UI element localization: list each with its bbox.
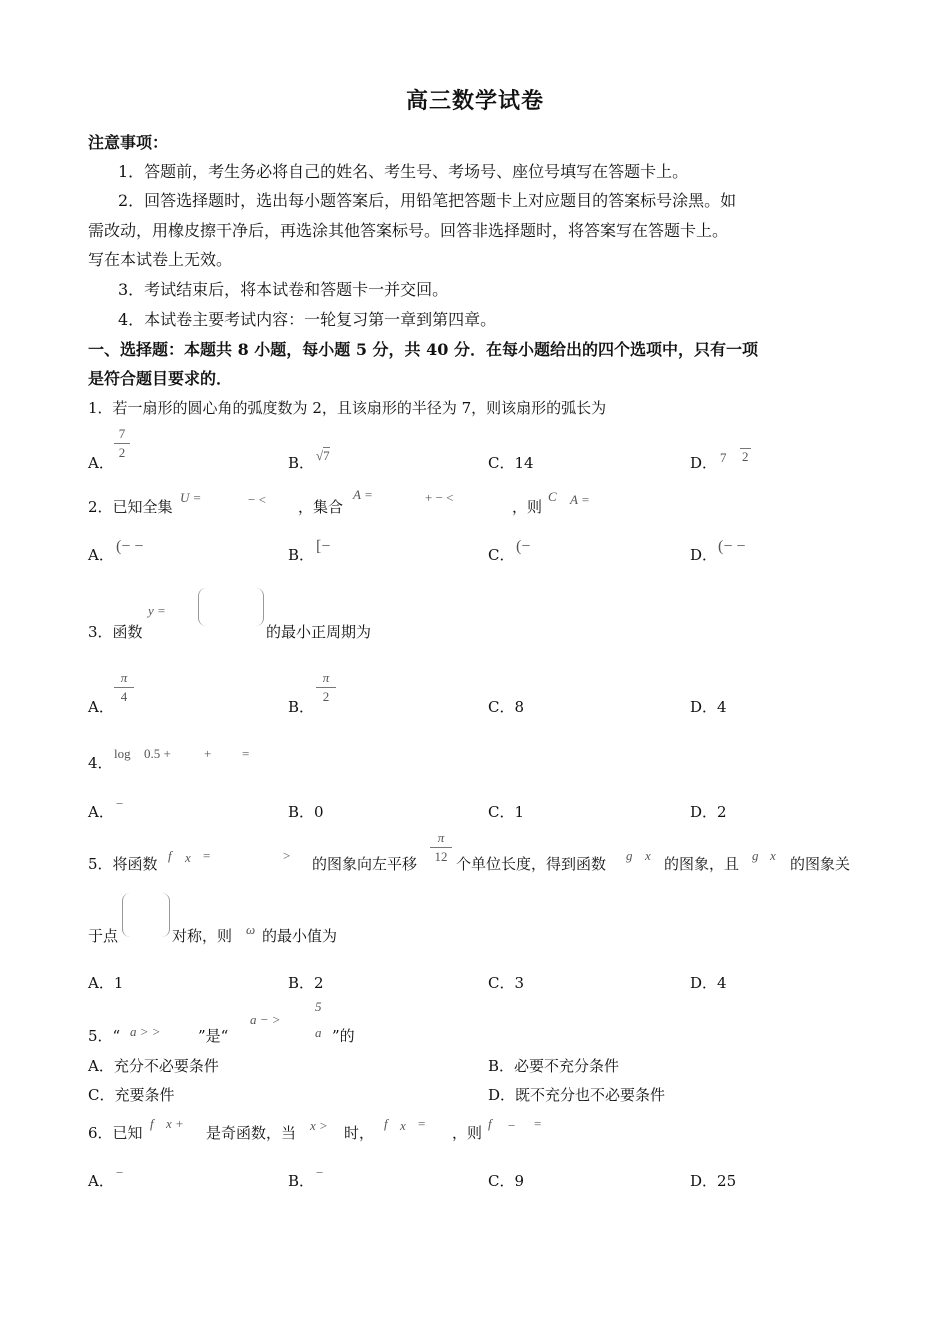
option-d: D．既不充分也不必要条件 [488,1086,666,1104]
math-text: x [400,1118,406,1133]
sqrt-expression: √7 [316,448,330,463]
question-stem: 2．已知全集 [88,498,173,516]
question-stem: 对称，则 [172,927,233,945]
fraction: 7 2 [114,426,130,461]
option-b: B．必要不充分条件 [488,1057,620,1075]
question-stem: 个单位长度，得到函数 [456,855,607,873]
question-stem: 4． [88,754,113,772]
question-stem: 的最小正周期为 [266,623,372,641]
math-text: (− − [718,538,746,555]
math-text: A = [570,492,590,507]
question-stem: 的图象，且 [664,855,740,873]
option-d: D．25 [690,1172,737,1190]
fraction: π 2 [316,670,336,705]
math-text: 2 [742,449,749,464]
option-b: B． [288,1172,315,1190]
question-stem: ，则 [512,498,543,516]
option-a: A． [88,454,114,472]
option-d: D．4 [690,698,727,716]
question-stem: 5．将函数 [88,855,158,873]
question-stem: 的图象向左平移 [312,855,418,873]
math-text: x [770,848,776,863]
math-text: > [283,848,291,863]
math-text: − [508,1118,516,1133]
option-d: D． [690,546,718,564]
math-text: [− [316,538,331,555]
notice-item: 1．答题前，考生务必将自己的姓名、考生号、考场号、座位号填写在答题卡上。 [118,162,689,181]
question-stem: 的最小值为 [262,927,338,945]
option-c: C．充要条件 [88,1086,175,1104]
math-text: x + [166,1116,184,1131]
option-b: B． [288,454,315,472]
fraction: π 4 [114,670,134,705]
math-text: + − < [425,490,454,505]
math-text: (− [516,538,531,555]
question-stem: ，则 [452,1124,483,1142]
math-text: = [242,746,250,761]
math-text: a > > [130,1024,161,1039]
math-text: g [752,848,759,863]
option-b: B． [288,546,315,564]
math-text: − [116,1165,124,1180]
math-parentheses [122,893,170,937]
option-b: B．0 [288,803,324,821]
math-text: ω [246,922,256,937]
math-parentheses [198,588,264,626]
option-c: C．9 [488,1172,525,1190]
option-b: B． [288,698,315,716]
notice-item: 3．考试结束后，将本试卷和答题卡一并交回。 [118,280,449,299]
math-text: f [384,1116,388,1131]
question-stem: 5．“ [88,1027,121,1045]
math-text: a − > [250,1012,281,1027]
option-c: C．14 [488,454,534,472]
option-a: A．充分不必要条件 [88,1057,219,1075]
option-c: C．3 [488,974,525,992]
question-stem: 是奇函数，当 [206,1124,297,1142]
option-b: B．2 [288,974,324,992]
math-text: log [114,746,131,761]
notice-item: 2．回答选择题时，选出每小题答案后，用铅笔把答题卡上对应题目的答案标号涂黑。如 [118,191,737,210]
math-text: f [488,1116,492,1131]
option-d: D．4 [690,974,727,992]
math-text: C [548,489,557,504]
notice-item: 写在本试卷上无效。 [88,250,233,269]
math-text: 5 [315,999,322,1014]
question-stem: 的图象关 [790,855,851,873]
option-a: A． [88,803,114,821]
question-stem: ”是“ [198,1027,229,1045]
question-stem: 3．函数 [88,623,143,641]
notice-heading: 注意事项： [88,133,169,152]
page-title: 高三数学试卷 [405,88,544,114]
option-c: C． [488,546,515,564]
math-text: g [626,848,633,863]
math-text: x [645,848,651,863]
math-text: x > [310,1118,328,1133]
math-text: = [534,1116,542,1131]
question-stem: 6．已知 [88,1124,143,1142]
option-a: A． [88,1172,114,1190]
math-text: y = [148,603,166,618]
math-text: f [150,1116,154,1131]
math-text: f [168,848,172,863]
notice-item: 4．本试卷主要考试内容：一轮复习第一章到第四章。 [118,310,497,329]
math-text: 0.5 + [144,746,171,761]
option-a: A． [88,546,114,564]
question-stem: ，集合 [298,498,344,516]
option-d: D． [690,454,718,472]
math-text: = [203,848,211,863]
option-d: D．2 [690,803,727,821]
option-a: A．1 [88,974,124,992]
math-text: A = [353,487,373,502]
option-c: C．1 [488,803,525,821]
math-text: (− − [116,538,144,555]
option-c: C．8 [488,698,525,716]
math-text: = [418,1116,426,1131]
question-stem: 1．若一扇形的圆心角的弧度数为 2，且该扇形的半径为 7，则该扇形的弧长为 [88,399,607,417]
fraction: π 12 [430,830,452,865]
question-stem: 于点 [88,927,119,945]
section-heading: 一、选择题：本题共 8 小题，每小题 5 分，共 40 分．在每小题给出的四个选项中，只有一项 [88,340,758,359]
section-heading: 是符合题目要求的． [88,369,233,388]
question-stem: ”的 [332,1027,355,1045]
math-text: U = [180,490,202,505]
option-a: A． [88,698,114,716]
math-text: 7 [720,450,727,465]
math-text: − [316,1165,324,1180]
math-text: − [116,796,124,811]
question-stem: 时， [344,1124,375,1142]
math-text: x [185,850,191,865]
notice-item: 需改动，用橡皮擦干净后，再选涂其他答案标号。回答非选择题时，将答案写在答题卡上。 [88,221,729,240]
math-text: − < [248,492,266,507]
math-text: + [204,746,212,761]
math-text: a [315,1025,322,1040]
